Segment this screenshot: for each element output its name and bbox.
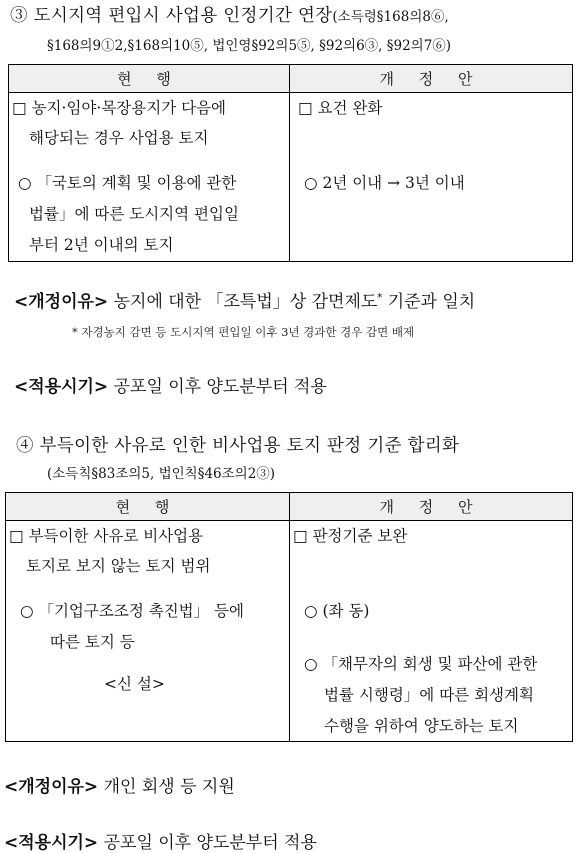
item4-apply: [4, 828, 317, 853]
item3-reason-label: <개정이유>: [14, 292, 109, 312]
item3-apply-label: <적용시기>: [14, 377, 109, 397]
item4-current-cell: [6, 521, 290, 742]
item4-current-line: □ 부득이한 사유로 비사업용: [9, 527, 204, 545]
item3-current-line: 법률」에 따른 도시지역 편입일: [29, 205, 239, 223]
item3-revised-line: ○ 2년 이내 → 3년 이내: [304, 174, 465, 192]
item4-current-line: 토지로 보지 않는 토지 범위: [26, 557, 211, 575]
item4-reason-label: <개정이유>: [4, 777, 99, 797]
item4-head-current: 현 행: [6, 493, 290, 521]
item4-heading: ④ 부득이한 사유로 인한 비사업용 토지 판정 기준 합리화: [16, 436, 460, 456]
item3-reason: [14, 287, 475, 312]
item4-revised-cell: [290, 521, 573, 742]
item3-reference-line2: §168의9①2,§168의10⑤, 법인영§92의5⑤, §92의6③, §92의7⑥): [47, 38, 452, 54]
item4-current-line: ○ 「기업구조조정 촉진법」 등에: [20, 602, 245, 620]
item3-reason-text: 농지에 대한 「조특법」상 감면제도: [113, 292, 378, 312]
item3-comparison-table: [8, 64, 573, 262]
item4-reference-line: (소득칙§83조의5, 법인칙§46조의2③): [47, 466, 276, 482]
item3-reason-footnote-mark: *: [377, 292, 383, 304]
item4-reason: [4, 772, 235, 797]
item3-apply: [14, 372, 327, 397]
item4-head-revised: 개 정 안: [290, 493, 573, 521]
item3-heading: [10, 2, 449, 27]
item3-apply-text: 공포일 이후 양도분부터 적용: [113, 377, 327, 397]
item3-current-line: 부터 2년 이내의 토지: [29, 236, 174, 254]
item3-head-current: 현 행: [9, 65, 290, 93]
item4-reason-text: 개인 회생 등 지원: [103, 777, 235, 797]
item4-revised-line: ○ (좌 동): [304, 602, 370, 620]
item3-reference-line1: (소득령§168의8⑥,: [332, 9, 449, 25]
item3-head-revised: 개 정 안: [290, 65, 573, 93]
item3-revised-line: □ 요건 완화: [298, 99, 383, 117]
item3-revised-cell: [290, 93, 573, 262]
item4-current-line: <신 설>: [104, 675, 165, 693]
item4-revised-line: ○ 「채무자의 회생 및 파산에 관한: [304, 655, 538, 673]
item4-revised-line: □ 판정기준 보완: [293, 527, 408, 545]
item4-revised-line: 수행을 위하여 양도하는 토지: [324, 717, 519, 735]
item4-current-line: 따른 토지 등: [50, 633, 135, 651]
item3-current-line: □ 농지·임야·목장용지가 다음에: [12, 99, 227, 117]
item3-current-line: ○ 「국토의 계획 및 이용에 관한: [18, 174, 237, 192]
item3-current-cell: [9, 93, 290, 262]
item4-revised-line: 법률 시행령」에 따른 회생계획: [324, 686, 534, 704]
item3-heading-text: ③ 도시지역 편입시 사업용 인정기간 연장: [10, 6, 333, 26]
item3-reason-note: * 자경농지 감면 등 도시지역 편입일 이후 3년 경과한 경우 감면 배제: [72, 325, 415, 339]
item3-reason-text-end: 기준과 일치: [387, 292, 476, 312]
item4-apply-label: <적용시기>: [4, 833, 99, 853]
item3-current-line: 해당되는 경우 사업용 토지: [29, 129, 209, 147]
item4-apply-text: 공포일 이후 양도분부터 적용: [103, 833, 317, 853]
item4-comparison-table: [5, 492, 573, 742]
